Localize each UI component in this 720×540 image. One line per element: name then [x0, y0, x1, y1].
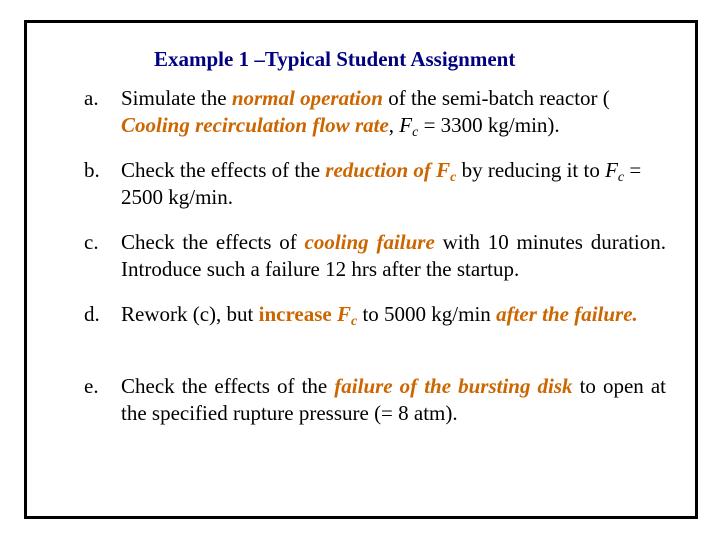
highlight-cooling-failure: cooling failure — [304, 230, 435, 254]
item-letter: e. — [84, 374, 99, 398]
assignment-item-b — [84, 157, 666, 211]
item-letter: b. — [84, 158, 100, 182]
item-body: Check the effects of the reduction of $F_c$ by reducing it to $F_c = 2500$ kg/min. — [121, 158, 642, 209]
highlight-variable-f: F — [336, 302, 351, 326]
assignment-item-d — [84, 301, 666, 328]
slide-title: Example 1 –Typical Student Assignment — [154, 47, 516, 71]
item-body: Check the effects of cooling failure with 10 minutes duration. Introduce such a failure 12 hrs after the startup. — [121, 230, 666, 281]
item-letter: c. — [84, 230, 99, 254]
highlight-normal-operation: normal operation — [231, 86, 383, 110]
item-letter: d. — [84, 302, 100, 326]
item-body: Check the effects of the failure of the bursting disk to open at the specified rupture pressure (= 8 atm). — [121, 374, 667, 425]
highlight-bursting-disk-failure: failure of the bursting disk — [334, 374, 573, 398]
variable-f: F — [399, 113, 413, 137]
variable-subscript: c — [617, 170, 625, 185]
variable-subscript: c — [412, 125, 419, 140]
highlight-increase: increase — [258, 302, 332, 326]
highlight-subscript: c — [450, 170, 457, 185]
highlight-cooling-flow-rate: Cooling recirculation flow rate — [121, 113, 389, 137]
assignment-item-a — [84, 85, 666, 139]
item-body: Rework (c), but increase $F_c$ to 5000 kg/min after the failure. — [121, 302, 638, 329]
item-body: Simulate the normal operation of the semi-batch reactor ( Cooling recirculation flow rate, $F_c = 3300$ kg/min). — [121, 86, 610, 140]
item-letter: a. — [84, 86, 99, 110]
assignment-item-c — [84, 229, 666, 283]
highlight-after-failure: after the failure. — [496, 302, 638, 326]
highlight-subscript: c — [351, 314, 358, 329]
variable-f: F — [605, 158, 618, 182]
highlight-reduction: reduction of F — [325, 158, 451, 182]
assignment-item-e — [84, 373, 666, 427]
